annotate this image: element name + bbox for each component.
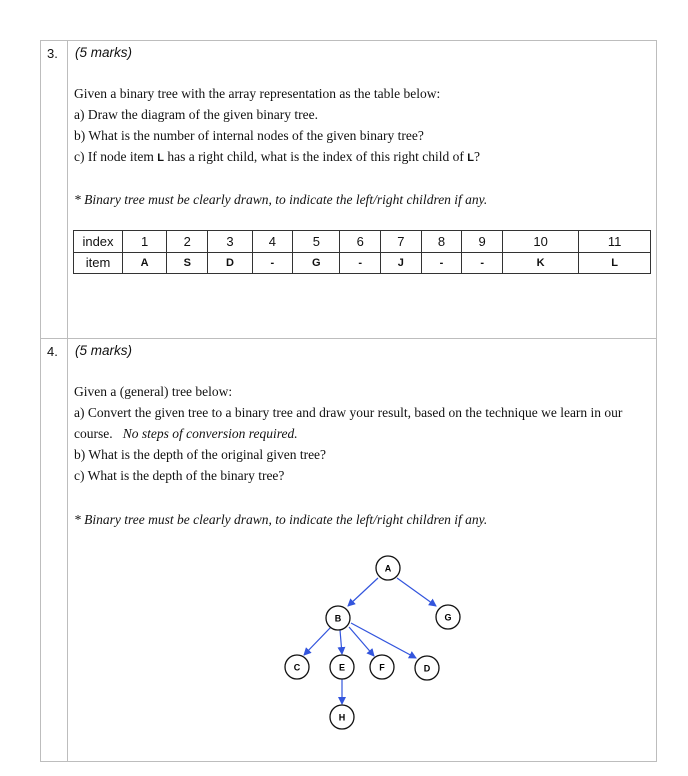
q3-part-b: b) What is the number of internal nodes of the given binary tree? — [74, 128, 424, 143]
q4-part-b: b) What is the depth of the original given tree? — [74, 447, 327, 462]
item-cell: S — [167, 252, 208, 274]
q4-part-a-course: course. — [74, 426, 113, 441]
edge-a-b — [348, 578, 378, 606]
tree-node-label: F — [379, 662, 385, 673]
tree-node-h — [330, 705, 354, 729]
q4-part-a-note: No steps of conversion required. — [122, 426, 298, 441]
tree-node-g — [436, 605, 460, 629]
tree-node-label: A — [384, 563, 392, 574]
index-cell: 5 — [293, 231, 340, 253]
index-cell: 4 — [252, 231, 293, 253]
item-cell: - — [252, 252, 293, 274]
edge-a-g — [397, 578, 436, 606]
index-cell: 6 — [340, 231, 381, 253]
q3-marks: (5 marks) — [75, 45, 132, 60]
index-cell: 9 — [462, 231, 503, 253]
tree-node-c — [285, 655, 309, 679]
q3-number: 3. — [47, 46, 58, 61]
q3-part-c-mid: has a right child, what is the index of this right child of — [163, 149, 468, 164]
q3-part-c-item: L — [157, 152, 164, 164]
tree-node-label: H — [338, 712, 346, 723]
q3-part-c-post: ? — [474, 149, 481, 164]
item-cell: A — [123, 252, 167, 274]
tree-node-f — [370, 655, 394, 679]
q3-note: * Binary tree must be clearly drawn, to indicate the left/right children if any. — [74, 192, 488, 207]
edge-b-f — [349, 627, 374, 656]
tree-node-label: C — [293, 662, 301, 673]
index-cell: 3 — [208, 231, 252, 253]
item-cell: D — [208, 252, 252, 274]
tree-node-a — [376, 556, 400, 580]
index-cell: 7 — [381, 231, 422, 253]
item-cell: J — [381, 252, 422, 274]
edge-b-e — [340, 630, 342, 654]
q4-part-c: c) What is the depth of the binary tree? — [74, 468, 285, 483]
index-cell: 1 — [123, 231, 167, 253]
tree-node-d — [415, 656, 439, 680]
edge-b-c — [304, 627, 331, 655]
q3-intro: Given a binary tree with the array representation as the table below: — [74, 86, 441, 101]
index-cell: 2 — [167, 231, 208, 253]
q4-marks: (5 marks) — [75, 343, 132, 358]
tree-node-label: B — [334, 613, 342, 624]
tree-node-label: D — [423, 663, 431, 674]
index-header: index — [74, 231, 123, 253]
item-cell: K — [502, 252, 578, 274]
tree-node-label: G — [444, 612, 452, 623]
q4-note: * Binary tree must be clearly drawn, to indicate the left/right children if any. — [74, 512, 488, 527]
q4-intro: Given a (general) tree below: — [74, 384, 233, 399]
tree-node-b — [326, 606, 350, 630]
item-cell: - — [421, 252, 462, 274]
tree-node-e — [330, 655, 354, 679]
tree-edges — [304, 578, 436, 704]
index-cell: 11 — [579, 231, 651, 253]
q3-part-a: a) Draw the diagram of the given binary tree. — [74, 107, 319, 122]
q3-part-c-pre: c) If node item — [74, 149, 158, 164]
index-cell: 8 — [421, 231, 462, 253]
item-cell: - — [462, 252, 503, 274]
item-header: item — [74, 252, 123, 274]
index-cell: 10 — [502, 231, 578, 253]
item-cell: G — [293, 252, 340, 274]
item-cell: L — [579, 252, 651, 274]
item-cell: - — [340, 252, 381, 274]
q3-part-c-item2: L — [467, 152, 475, 164]
q4-number: 4. — [47, 344, 58, 359]
q4-part-a-line1: a) Convert the given tree to a binary tree and draw your result, based on the technique we learn in our — [74, 405, 623, 420]
tree-node-label: E — [338, 662, 346, 673]
